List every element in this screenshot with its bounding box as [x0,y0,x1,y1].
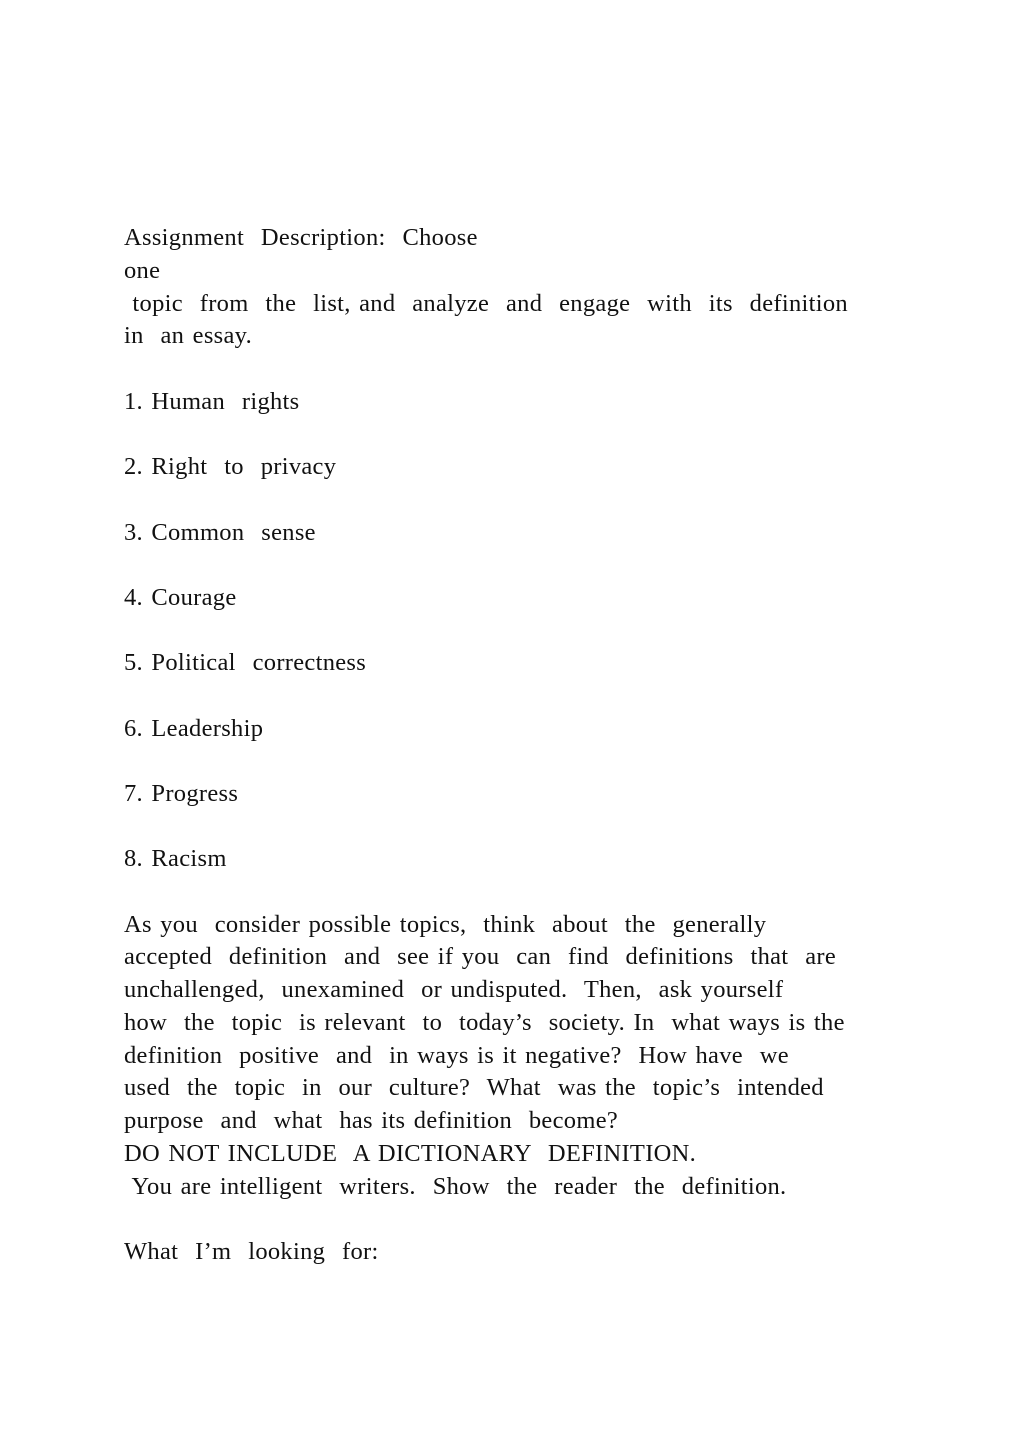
body-line: definition positive and in ways is it negative? How have we [124,1042,789,1069]
body-line: how the topic is relevant to today’s society. In what ways is the [124,1009,845,1036]
body-line: DO NOT INCLUDE A DICTIONARY DEFINITION. [124,1140,697,1167]
body-line: used the topic in our culture? What was the topic’s intended [124,1074,824,1101]
body-line: unchallenged, unexamined or undisputed. Then, ask yourself [124,976,784,1003]
closing-line: What I’m looking for: [124,1238,379,1265]
body-line: accepted definition and see if you can find definitions that are [124,943,837,970]
body-line: You are intelligent writers. Show the reader the definition. [124,1173,787,1200]
body-line: purpose and what has its definition become? [124,1107,619,1134]
topic-item: 2. Right to privacy [124,453,337,480]
topic-item: 3. Common sense [124,519,316,546]
topic-item: 5. Political correctness [124,649,367,676]
intro-line: in an essay. [124,322,253,349]
body-line: As you consider possible topics, think about the generally [124,911,767,938]
topic-item: 7. Progress [124,780,239,807]
topic-item: 6. Leadership [124,715,264,742]
topic-item: 4. Courage [124,584,237,611]
intro-line: one [124,257,161,284]
topic-item: 1. Human rights [124,388,300,415]
intro-line: Assignment Description: Choose [124,224,478,251]
topic-item: 8. Racism [124,845,227,872]
intro-line: topic from the list, and analyze and engage with its definition [124,290,848,317]
